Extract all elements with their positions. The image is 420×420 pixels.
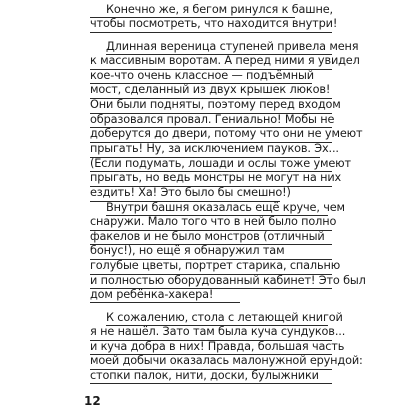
text-line: стопки палок, нити, доски, булыжники [90, 369, 319, 382]
rule-line [90, 383, 332, 384]
text-line: бонус!), но ещё я обнаружил там [90, 244, 285, 257]
text-line: и куча добра в них! Правда, большая часть [90, 340, 345, 353]
rule-line [106, 215, 328, 216]
text-line: образовался провал. Гениально! Мобы не [90, 113, 335, 126]
rule-line [90, 302, 240, 303]
rule-line [90, 354, 332, 355]
rule-line [90, 171, 332, 172]
text-line: я не нашёл. Зато там была куча сундуков... [90, 325, 346, 338]
text-line: (Если подумать, лошади и ослы тоже умеют [90, 157, 351, 170]
text-line: прыгать, но ведь монстры не могут на них [90, 171, 342, 184]
rule-line [90, 259, 332, 260]
rule-line [106, 54, 332, 55]
rule-line [90, 201, 280, 202]
rule-line [90, 142, 332, 143]
rule-line [90, 244, 332, 245]
rule-line [90, 340, 332, 341]
text-line: и полностью оборудованный кабинет! Это был [90, 274, 366, 287]
rule-line [90, 274, 332, 275]
text-line: чтобы посмотреть, что находится внутри! [90, 17, 338, 30]
rule-line [90, 186, 332, 187]
text-line: прыгать! Ну, за исключением пауков. Эх... [90, 142, 339, 155]
text-line: мост, сделанный из двух крышек люков! [90, 83, 331, 96]
text-line: снаружи. Мало того что в ней было полно [90, 215, 337, 228]
rule-line [90, 230, 332, 231]
page-number: 12 [84, 394, 101, 408]
text-line: к массивным воротам. А перед ними я увидел [90, 54, 360, 67]
rule-line [90, 127, 332, 128]
text-line: Они были подняты, поэтому перед входом [90, 98, 341, 111]
text-line: голубые цветы, портрет старика, спальню [90, 259, 341, 272]
text-line: ездить! Ха! Это было бы смешно!) [90, 186, 291, 199]
rule-line [90, 369, 332, 370]
text-line: Длинная вереница ступеней привела меня [106, 40, 359, 53]
text-line: моей добычи оказалась малонужной ерундой: [90, 354, 363, 367]
rule-line [90, 32, 332, 33]
text-line: доберутся до двери, потому что они не умеют [90, 127, 363, 140]
text-line: Внутри башня оказалась ещё круче, чем [106, 201, 345, 214]
rule-line [90, 69, 332, 70]
rule-line [90, 157, 320, 158]
rule-line [90, 83, 312, 84]
text-line: К сожалению, стола с летающей книгой [106, 311, 343, 324]
rule-line [106, 325, 328, 326]
rule-line [90, 17, 295, 18]
rule-line [90, 98, 332, 99]
text-line: кое-что очень классное — подъёмный [90, 69, 314, 82]
rule-line [90, 288, 332, 289]
text-line: Конечно же, я бегом ринулся к башне, [106, 3, 333, 16]
text-line: факелов и не было монстров (отличный [90, 230, 325, 243]
rule-line [90, 113, 332, 114]
text-line: дом ребёнка-хакера! [90, 288, 214, 301]
